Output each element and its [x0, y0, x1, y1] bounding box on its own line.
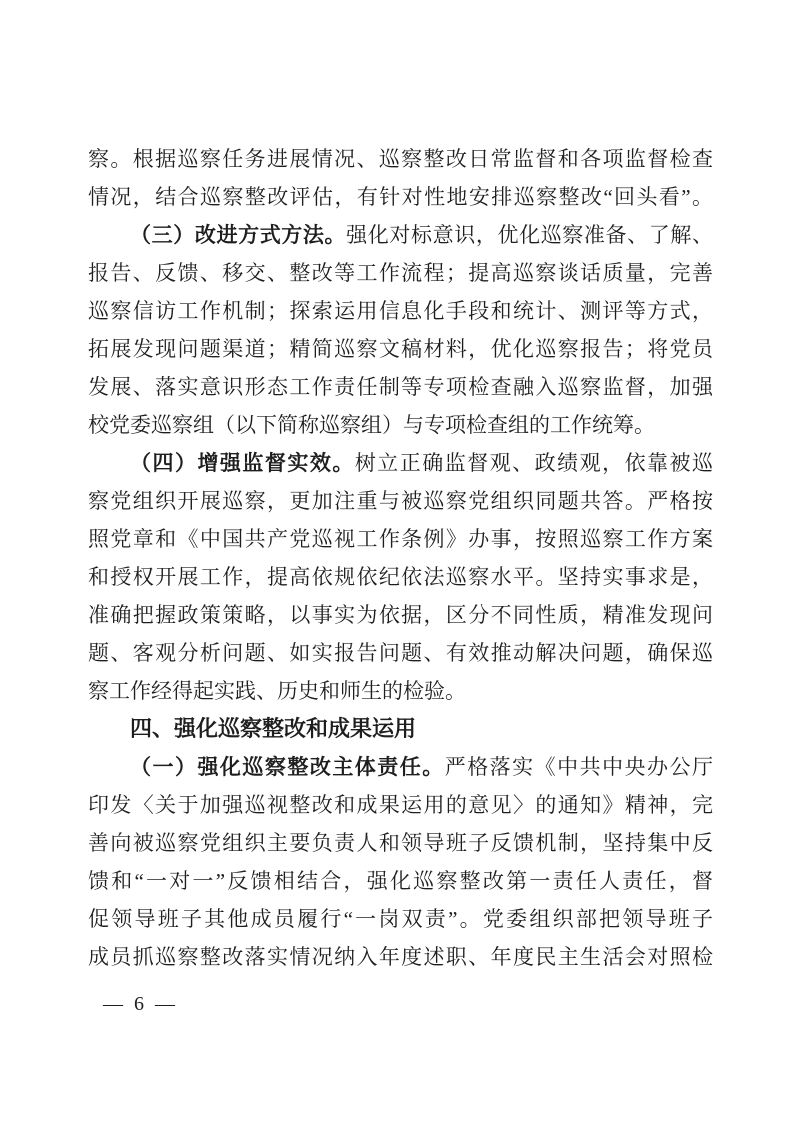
text-line: 察工作经得起实践、历史和师生的检验。: [88, 679, 466, 703]
text-line: 善向被巡察党组织主要负责人和领导班子反馈机制，坚持集中反: [88, 831, 713, 855]
text-line: 印发〈关于加强巡视整改和成果运用的意见〉的通知》精神，完: [88, 793, 713, 817]
text-line: 校党委巡察组（以下简称巡察组）与专项检查组的工作统筹。: [88, 413, 655, 437]
paragraph-lead: （三）改进方式方法。: [130, 223, 347, 247]
text-line: 准确把握政策策略，以事实为依据，区分不同性质，精准发现问: [88, 603, 713, 627]
text-line: 促领导班子其他成员履行“一岗双责”。党委组织部把领导班子: [88, 907, 713, 931]
paragraph-lead: （四）增强监督实效。: [130, 451, 355, 475]
document-body: [88, 140, 713, 976]
text-line: 巡察信访工作机制；探索运用信息化手段和统计、测评等方式，: [88, 299, 713, 323]
text-line: 察。根据巡察任务进展情况、巡察整改日常监督和各项监督检查: [88, 147, 713, 171]
paragraph-lead: （一）强化巡察整改主体责任。: [130, 755, 445, 779]
text-line: 情况，结合巡察整改评估，有针对性地安排巡察整改“回头看”。: [88, 185, 713, 209]
text-line: 照党章和《中国共产党巡视工作条例》办事，按照巡察工作方案: [88, 527, 713, 551]
text-run: 树立正确监督观、政绩观，依靠被巡: [354, 451, 714, 475]
text-run: 严格落实《中共中央办公厅: [444, 755, 713, 779]
section-heading: 四、强化巡察整改和成果运用: [130, 716, 417, 741]
text-line: [88, 216, 713, 254]
page-number: — 6 —: [103, 993, 178, 1015]
text-line: 察党组织开展巡察，更加注重与被巡察党组织同题共答。严格按: [88, 489, 713, 513]
text-line: 拓展发现问题渠道；精简巡察文稿材料，优化巡察报告；将党员: [88, 337, 713, 361]
text-line: 成员抓巡察整改落实情况纳入年度述职、年度民主生活会对照检: [88, 945, 713, 969]
text-line: [88, 444, 713, 482]
text-line: [88, 748, 713, 786]
text-line: 和授权开展工作，提高依规依纪依法巡察水平。坚持实事求是，: [88, 565, 713, 589]
text-run: 强化对标意识，优化巡察准备、了解、: [346, 223, 714, 247]
text-line: 发展、落实意识形态工作责任制等专项检查融入巡察监督，加强: [88, 375, 713, 399]
text-line: 馈和“一对一”反馈相结合，强化巡察整改第一责任人责任，督: [88, 869, 713, 893]
text-line: 报告、反馈、移交、整改等工作流程；提高巡察谈话质量，完善: [88, 261, 713, 285]
text-line: 题、客观分析问题、如实报告问题、有效推动解决问题，确保巡: [88, 641, 713, 665]
